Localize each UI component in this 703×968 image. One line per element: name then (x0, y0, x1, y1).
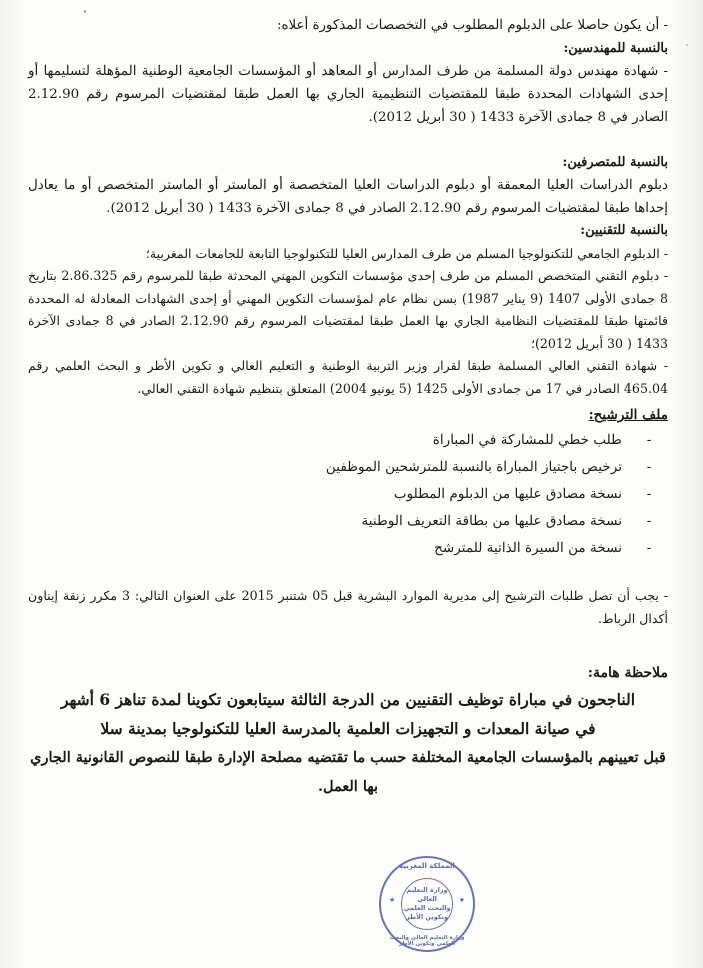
scan-speck (84, 10, 86, 13)
important-note-line: الناجحون في مباراة توظيف التقنيين من الدرجة الثالثة سيتابعون تكوينا لمدة تناهز 6 أشهر (60, 690, 636, 709)
official-stamp (379, 856, 475, 952)
stamp-outer-top-text: المملكة المغربية (399, 862, 455, 870)
technicians-item: - دبلوم التقني المتخصص المسلم من طرف إحدى مؤسسات التكوين المهني المحدثة طبقا للمرسوم رقم 2.86.325 بتاريخ 8 جمادى الأولى 1407 (9 يناير 1987) بسن نظام عام لمؤسسات التكوين المهني أو إحدى الشهادات المعادلة له المحددة قائمتها طبقا للمقتضيات النظامية الجاري بها العمل طبقا لمقتضيات المرسوم رقم 2.12.90 الصادر في 8 جمادى الآخرة 1433 ( 30 أبريل 2012)؛ (28, 268, 669, 351)
deadline-text: - يجب أن تصل طلبات الترشيح إلى مديرية الموارد البشرية قبل 05 شتنبر 2015 على العنوان التالي: 3 مكرر زنقة إيناون أكدال الرباط. (28, 588, 668, 626)
list-item: - نسخة من السيرة الذاتية للمترشح (434, 540, 652, 556)
engineers-text: - شهادة مهندس دولة المسلمة من طرف المدارس أو المعاهد أو المؤسسات الجامعية الوطنية المؤهلة لتسليمها أو إحدى الشهادات المحددة طبقا للمقتضيات التنظيمية الجاري بها العمل طبقا لمقتضيات المرسوم رقم 2.12.90 الصادر في 8 جمادى الآخرة 1433 ( 30 أبريل 2012). (28, 64, 668, 125)
administrators-text: دبلوم الدراسات العليا المعمقة أو دبلوم الدراسات العليا المتخصصة أو الماستر أو الماستر المتخصص أو ما يعادل إحداها طبقا لمقتضيات المرسوم رقم 2.12.90 الصادر في 8 جمادى الآخرة 1433 ( 30 أبريل 2012). (28, 178, 668, 216)
technicians-item: - شهادة التقني العالي المسلمة طبقا لقرار وزير التربية الوطنية و التعليم العالي و تكوين الأطر و البحث العلمي رقم 465.04 الصادر في 17 من جمادى الأولى 1425 (5 يونيو 2004) المتعلق بتنظيم شهادة التقني العالي. (28, 358, 668, 396)
stamp-inner-circle: وزارة التعليم العالي والبحث العلمي وتكوين الأطر (401, 878, 453, 930)
document-body (28, 14, 668, 801)
important-note-heading: ملاحظة هامة: (587, 665, 668, 681)
list-item: - نسخة مصادق عليها من الدبلوم المطلوب (393, 486, 652, 502)
application-file-heading: ملف الترشيح: (588, 407, 668, 423)
engineers-section (28, 37, 668, 129)
list-item: - نسخة مصادق عليها من بطاقة التعريف الوطنية (361, 513, 652, 529)
list-item: - طلب خطي للمشاركة في المباراة (432, 432, 652, 448)
star-icon: ★ (458, 896, 465, 904)
application-file-list (28, 427, 668, 562)
administrators-heading: بالنسبة للمتصرفين: (562, 155, 668, 170)
application-file-section (28, 404, 668, 562)
engineers-heading: بالنسبة للمهندسين: (563, 41, 668, 56)
technicians-item: - الدبلوم الجامعي للتكنولوجيا المسلم من طرف المدارس العليا للتكنولوجيا التابعة للجامعات المغربية؛ (145, 245, 668, 261)
technicians-heading: بالنسبة للتقنيين: (580, 223, 668, 238)
list-item: - ترخيص باجتياز المباراة بالنسبة للمترشحين الموظفين (325, 459, 652, 475)
stamp-outer-bottom-text: وزارة التعليم العالي والبحث العلمي وتكوين الأطر (389, 935, 465, 947)
important-note-line: قبل تعيينهم بالمؤسسات الجامعية المختلفة حسب ما تقتضيه مصلحة الإدارة طبقا للنصوص القانونية الجاري بها العمل. (30, 749, 666, 795)
star-icon: ★ (389, 896, 396, 904)
technicians-section (28, 220, 668, 400)
administrators-section (28, 151, 668, 220)
important-note-line: في صيانة المعدات و التجهيزات العلمية بالمدرسة العليا للتكنولوجيا بمدينة سلا (100, 719, 596, 738)
important-note-section (28, 662, 668, 801)
scan-speck (686, 44, 688, 46)
requirement-intro: - أن يكون حاصلا على الدبلوم المطلوب في التخصصات المذكورة أعلاه: (276, 18, 668, 33)
